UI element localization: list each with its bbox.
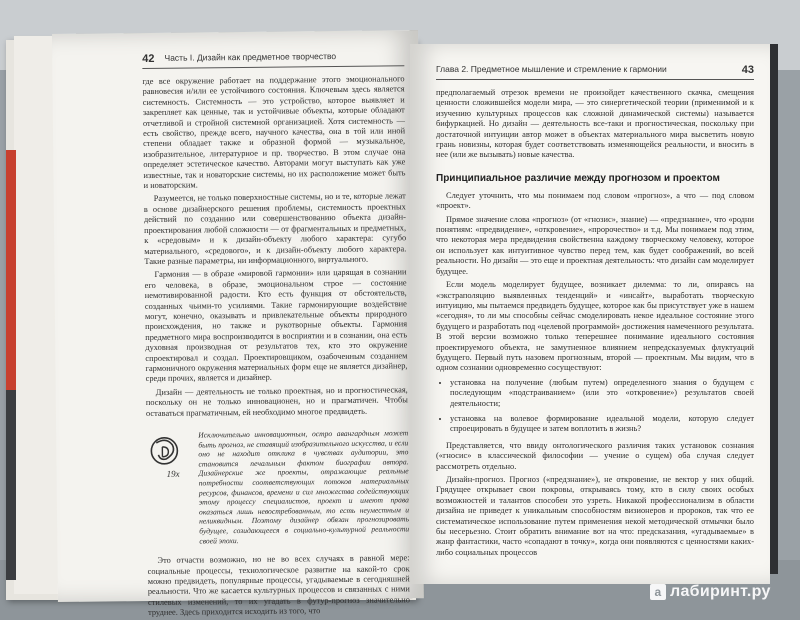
left-paragraph: Гармония — в образе «мировой гармонии» или царящая в сознании его человека, в образе, эмоциональном строе — состояние немотивированной радости. Кто есть функция от обстоятельств, созданных чьими-то усилиями. Такие гармонирующие воздействие могут, конечно, оказывать и привлекательные объекты природного происхождения, но также и рукотворные объекты. Гармония предметного мира воспроизводится в восприятии и в сознании, она есть духовная производная от результатов тех, кто это окружение спроектировал и создал. Проектировщиком, озабоченным созданием гармоничного окружения материальных форм еще не является дизайнер, среди прочих, является и дизайнер. xyxy=(144,267,408,384)
list-item: • установка на волевое формирование идеальной модели, которую следует спроецировать в будущее и затем воплотить в жизнь? xyxy=(450,414,754,435)
left-page xyxy=(52,30,424,618)
sidebar-quote xyxy=(146,428,409,546)
quote-text: Исключительно инновационным, остро авангардным может быть прогноз, не ставящий изобразительного искусства, и если оно не находит отклика в чувствах аудитории, это становится печальным фактом биографии автора. Дизайнерские же проекты, отражающие реальные потребности соответствующих потоков материальных ресурсов, финансов, времени и сил множества содействующих этому процессу специалистов, проект и имеют права оказаться лишь невостребованным, то есть неуместным и неликвидным. Поэтому дизайнер обязан прогнозировать будущее, созидающееся в социально-культурной реальности своей эпохи. xyxy=(198,428,410,546)
book-cover-dark-band xyxy=(6,390,16,580)
quote-icon-caption: 19х xyxy=(166,468,180,479)
list-item: • установка на получение (любым путем) определенного знания о будущем с последующим «подстраиванием» (или это «откровение») результатов своей деятельности; xyxy=(450,378,754,409)
left-tail-paragraph: Это отчасти возможно, но не во всех случаях в равной мере: социальные процессы, технологическое развитие на какой-то срок можно предвидеть, популярные процессы, угадываемые в сегодняшней реальности. Что же касается культурных процессов и связанных с ними стилевых изменений, то их угадать в футур-прогноз значительно труднее. Здесь приходится исходить из того, что xyxy=(147,553,410,618)
bullet-list xyxy=(436,378,754,435)
right-running-head-text: Глава 2. Предметное мышление и стремление к гармонии xyxy=(436,64,667,74)
right-paragraph: Представляется, что ввиду онтологического различия таких установок сознания («гносис» в классической философии — учение о сущем) оба случая следует рассмотреть отдельно. xyxy=(436,440,754,471)
right-intro-paragraph: предполагаемый отрезок времени не произойдет качественного скачка, смещения ценности сложившейся модели мира, — это синергетической теории (применимой и к изучению культурных процессов как сложной динамической системы) называется бифуркацией. Но дизайн — деятельность все-таки и прогностическая, поскольку при достаточной интуиции автор может в объектах материального мира высветить новую грань новизны, которая будет соответствовать изменяющейся реальности, и вносить в нее (или же вызывать) новые качества. xyxy=(436,88,754,160)
right-paragraph: Следует уточнить, что мы понимаем под словом «прогноз», а что — под словом «проект». xyxy=(436,190,754,211)
section-title: Принципиальное различие между прогнозом и проектом xyxy=(436,172,720,184)
left-paragraph: где все окружение работает на поддержание этого эмоционального равновесия и/или ее устойчивого состояния. Ключевым здесь является системность. Системность — это устройство, которое выявляет и закрепляет как ценные, так и устойчивые объекты, которые обладают отчетливой и стройной системной организацией. Хотя системность — есть свойство, прежде всего, научного качества, она в той или иной степени обладает также и образной формой — музыкальное, изобразительное, литературное и пр. творчество. В этом случае она определяет эстетическое качество. Авторами могут выступать как уже известные, так и новаторские системы, но их расположение может быть и новаторским. xyxy=(142,74,406,191)
left-running-head-text: Часть I. Дизайн как предметное творчество xyxy=(164,51,337,63)
watermark-text: лабиринт.ру xyxy=(670,583,771,600)
left-page-number: 42 xyxy=(142,52,155,66)
right-paragraph: Если модель моделирует будущее, возникает дилемма: то ли, опираясь на «экстраполяцию выявленных тенденций» и «инсайт», выработать творческую интуицию, мы пытаемся предвидеть будущее, которое как бы присутствует уже в нашем «сегодня», то ли мы способны сейчас смоделировать некое идеальное состояние этого будущего и разработать под «целевой программой» достижения намеченного результата. В этой версии возможно только теперешнее понимание идеального состояния проектируемого объекта, не замутненное влиянием непредсказуемых флуктуаций будущего. Первый путь назовем прогнозным, второй — проектным. Мы видим, что в одном сознании одновременно сосуществуют: xyxy=(436,280,754,373)
labirint-logo-icon: a xyxy=(650,584,666,600)
left-paragraph: Дизайн — деятельность не только проектная, но и прогностическая, поскольку он не только инновационен, но и прагматичен. Чтобы оставаться прагматичным, ей необходимо многое предвидеть. xyxy=(145,385,408,418)
right-paragraph: Дизайн-прогноз. Прогноз («предзнание»), не откровение, не вектор у них общий. Грядущее открывает свои покровы, открываясь тому, кто в силу своих особых возможностей и талантов способен это узреть. Никакой профессионализм в области дизайна не приведет к уникальным способностям визионеров и пророков, так что ее систематическое использование путем применения некой методической отмычки было бы несерьезно. Стоит обратить внимание вот на что: предсказания, «угадываемые» в жанр фантастики, часто «сопадают в точку», когда они появляются с ценностями каких-либо социальных процессов xyxy=(436,475,754,557)
labirint-watermark xyxy=(650,583,771,601)
left-paragraph: Разумеется, не только поверхностные системы, но и те, которые лежат в основе дизайнерского решения проблемы, системность проектных действий по созданию или совершенствованию объекта дизайн-проектирования любой сложности — от фрагментальных и предметных, к «средовым» и к дизайн-объекту любого характера: сугубо материального, «средового», и к дизайн-объекту любого характера. Такие разные параметры, ни информационного, виртуального. xyxy=(143,191,407,266)
right-page xyxy=(410,44,770,584)
left-running-head xyxy=(142,44,404,69)
right-page-number: 43 xyxy=(741,64,754,76)
book-cover-red-band xyxy=(6,150,16,390)
right-paragraph: Прямое значение слова «прогноз» (от «гнозис», знание) — «предзнание», что «родни понятиям: «предвидение», «откровение», «пророчество» и т.д. Мы понимаем под этим, что некоторая мера предвидения свойственна каждому творческому человеку, которое он использует как интуитивное чувство перед тем, как будет соображений, во всей реальности. Но дизайн — это еще и проектная деятельность: что дизайн сам моделирует будущее. xyxy=(436,214,754,276)
right-running-head xyxy=(436,58,754,80)
quote-pictogram-icon xyxy=(146,431,191,481)
